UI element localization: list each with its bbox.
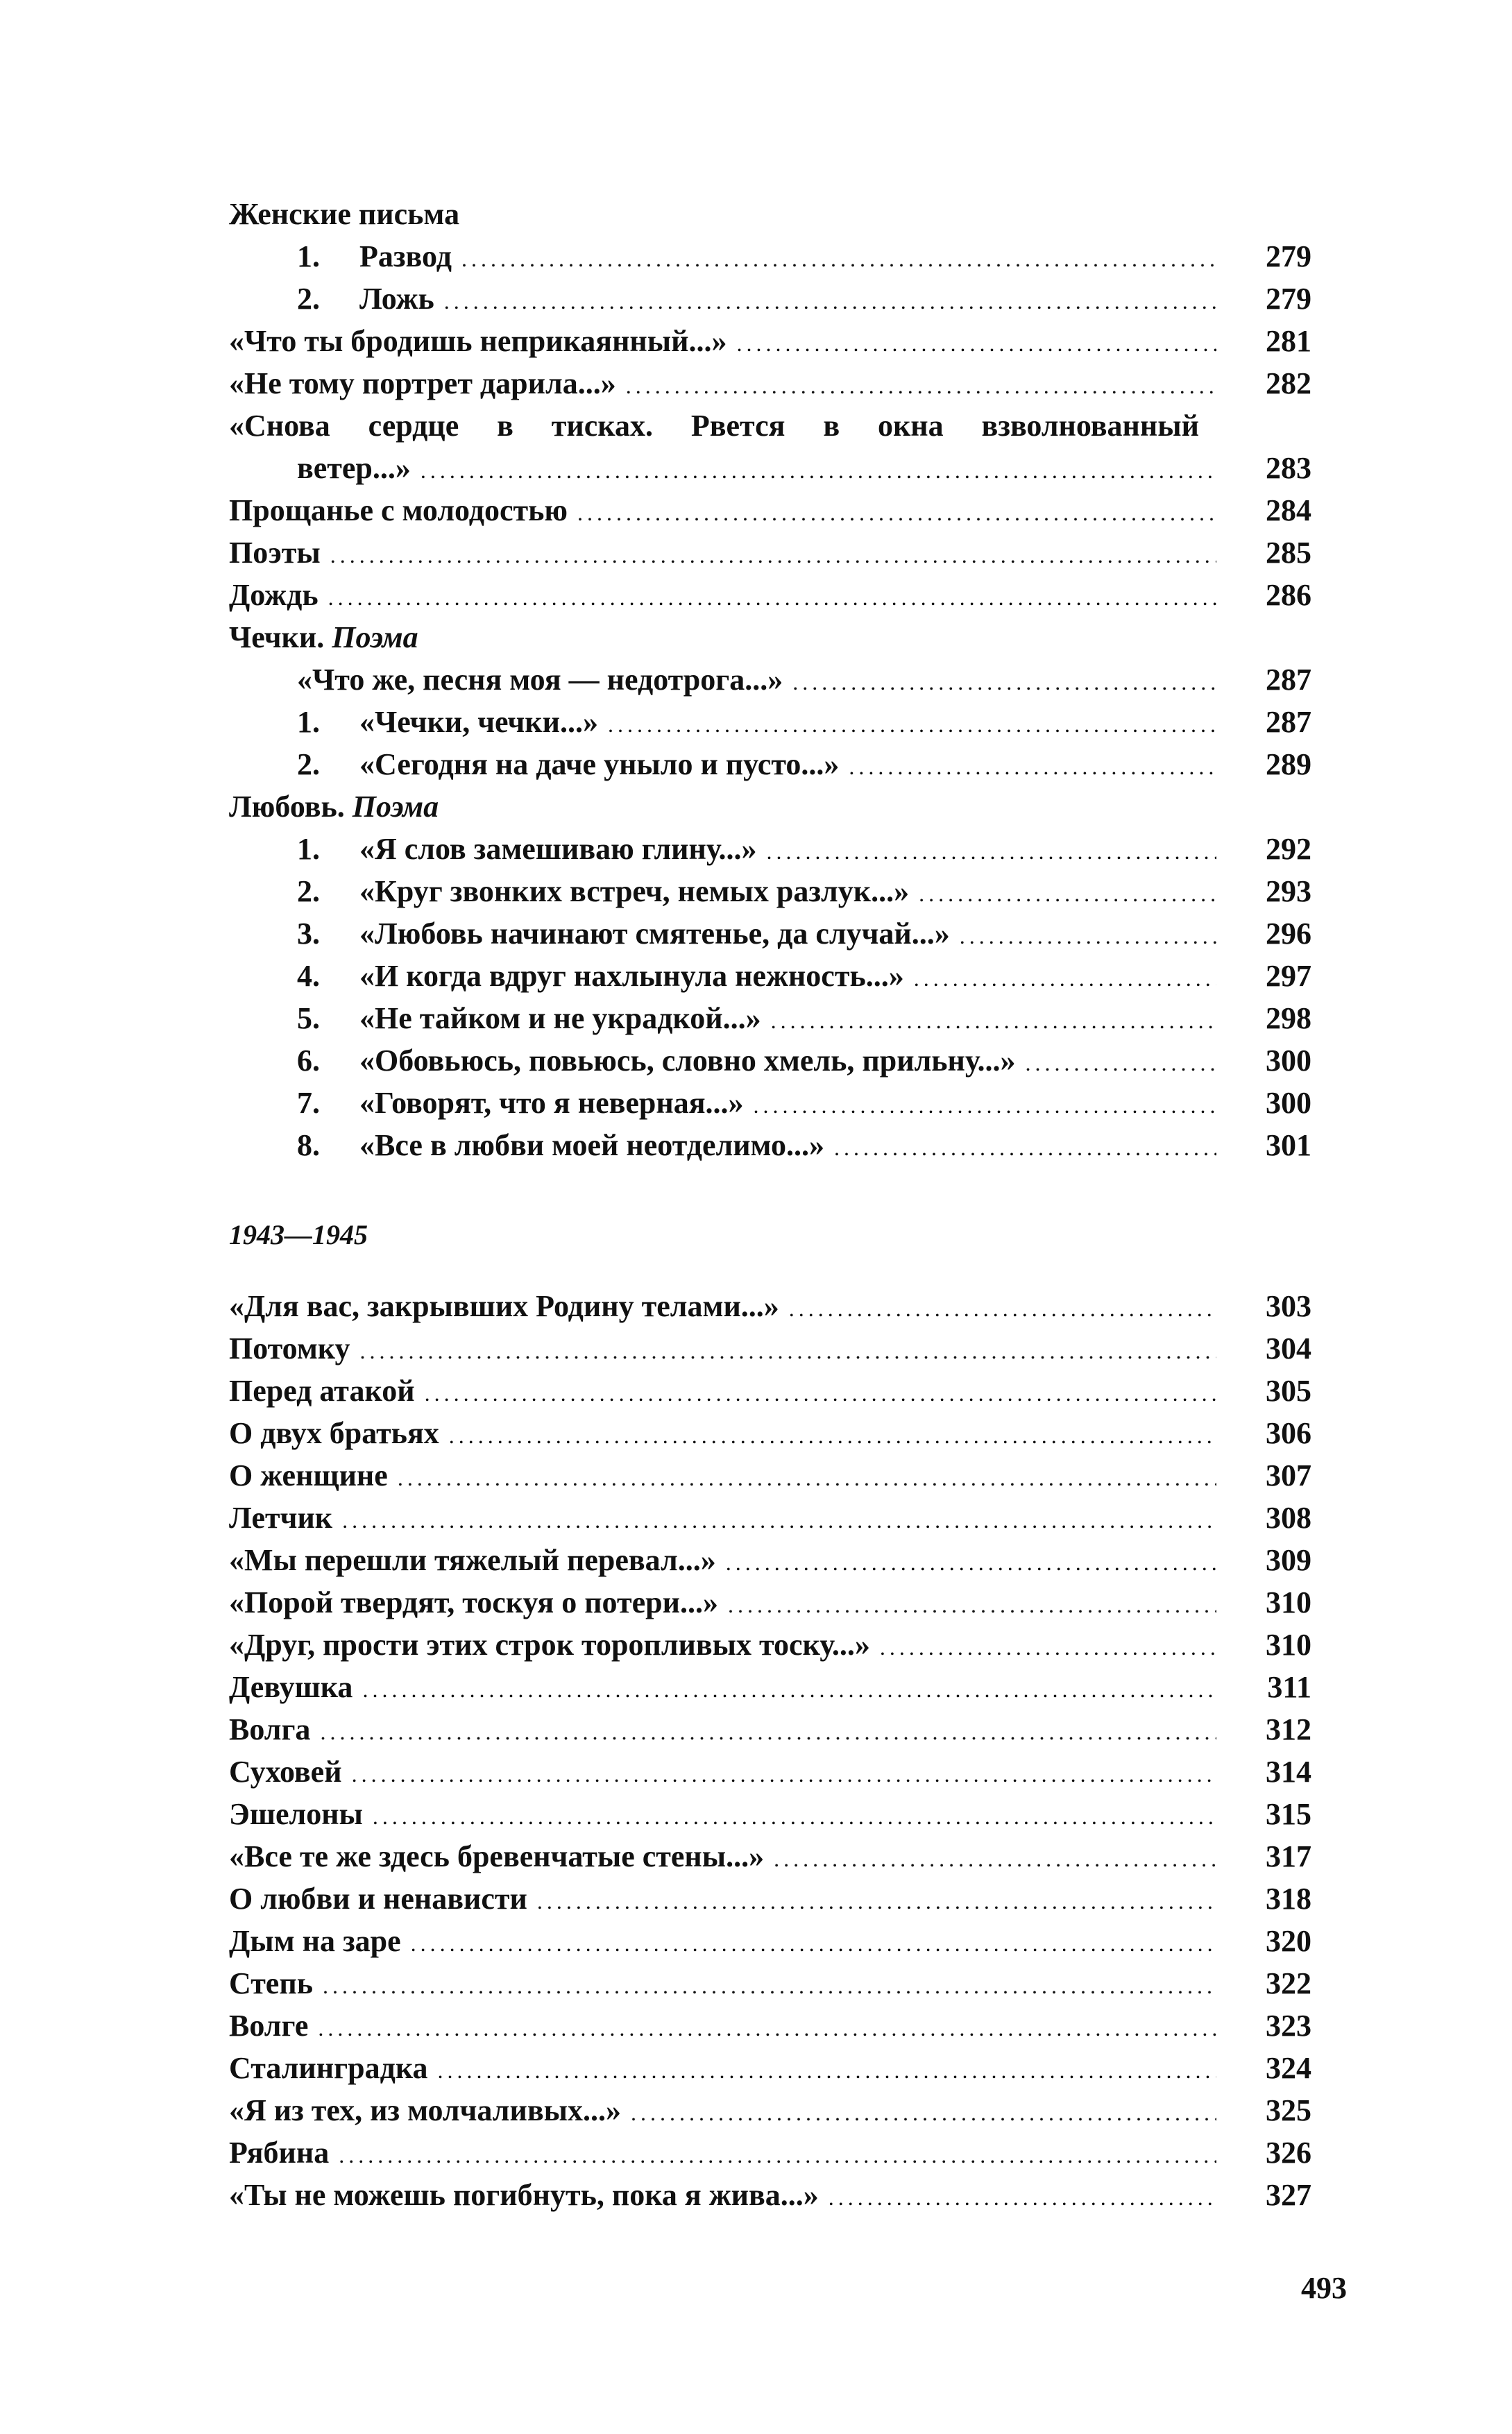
entry-page: 309 (1266, 1543, 1311, 1577)
toc-entry (229, 912, 1311, 955)
entry-title: «Порой твердят, тоскуя о потери...» (229, 1585, 718, 1619)
entry-page: 283 (1266, 451, 1311, 485)
entry-title: Летчик (229, 1501, 333, 1535)
toc-entry (229, 278, 1311, 320)
entry-title: «Все в любви моей неотделимо...» (359, 1128, 824, 1162)
dot-leader (421, 450, 1216, 492)
entry-number: 6. (297, 1044, 320, 1078)
toc-heading-lyubov (229, 785, 1311, 828)
entry-title: Волге (229, 2009, 309, 2043)
toc-entry (229, 1962, 1311, 2005)
entry-title: «Друг, прости этих строк торопливых тоску...» (229, 1628, 870, 1662)
toc-entry (229, 1412, 1311, 1454)
dot-leader (736, 323, 1216, 365)
dot-leader (626, 365, 1216, 407)
dot-leader (766, 831, 1216, 873)
toc-entry (229, 997, 1311, 1039)
dot-leader (849, 746, 1216, 788)
toc-entry (229, 2005, 1311, 2047)
entry-title: «Любовь начинают смятенье, да случай...» (359, 917, 950, 951)
dot-leader (373, 1796, 1216, 1838)
entry-word: «Снова (229, 409, 330, 443)
dot-leader (829, 2177, 1216, 2219)
dot-leader (960, 915, 1216, 958)
dot-leader (537, 1880, 1216, 1923)
dot-leader (789, 1288, 1216, 1330)
entry-page: 320 (1266, 1924, 1311, 1958)
entry-title: О женщине (229, 1458, 388, 1492)
toc-entry (229, 531, 1311, 574)
entry-title: Развод (359, 239, 452, 273)
entry-title: «Я из тех, из молчаливых...» (229, 2093, 621, 2127)
dot-leader (792, 661, 1216, 704)
entry-title: Дождь (229, 578, 318, 612)
entry-word: тисках. (551, 409, 653, 443)
entry-page: 327 (1266, 2178, 1311, 2212)
entry-page: 322 (1266, 1966, 1311, 2000)
dot-leader (461, 238, 1216, 280)
dot-leader (577, 492, 1216, 534)
toc-entry (229, 1539, 1311, 1581)
entry-title: «Не тому портрет дарила...» (229, 366, 616, 400)
toc-entry (229, 1454, 1311, 1497)
dot-leader (631, 2092, 1216, 2134)
toc-entry (229, 870, 1311, 912)
toc-entry (229, 1793, 1311, 1835)
dot-leader (834, 1127, 1216, 1169)
toc-entry (229, 1082, 1311, 1124)
heading-subtitle: Поэма (352, 790, 439, 824)
entry-title: Дым на заре (229, 1924, 401, 1958)
entry-title: Суховей (229, 1755, 342, 1789)
toc-entry (229, 362, 1311, 405)
entry-number: 7. (297, 1086, 320, 1120)
entry-title: «Что же, песня моя — недотрога...» (297, 663, 783, 697)
dot-leader (1025, 1042, 1216, 1084)
entry-title: Волга (229, 1712, 311, 1746)
entry-page: 307 (1266, 1458, 1311, 1492)
entry-title: Потомку (229, 1331, 350, 1365)
entry-page: 279 (1266, 282, 1311, 316)
toc-entry (229, 1039, 1311, 1082)
entry-title: «Обовьюсь, повьюсь, словно хмель, прильну...» (359, 1044, 1016, 1078)
entry-word: в (823, 409, 840, 443)
dot-leader (880, 1626, 1216, 1669)
entry-page: 306 (1266, 1416, 1311, 1450)
dot-leader (320, 1711, 1216, 1753)
entry-title: О двух братьях (229, 1416, 439, 1450)
entry-title: Рябина (229, 2136, 330, 2170)
entry-title: «Что ты бродишь неприкаянный...» (229, 324, 727, 358)
toc-entry (229, 235, 1311, 278)
entry-page: 293 (1266, 874, 1311, 908)
entry-number: 2. (297, 747, 320, 781)
entry-page: 298 (1266, 1001, 1311, 1035)
dot-leader (608, 704, 1216, 746)
entry-page: 317 (1266, 1839, 1311, 1873)
entry-page: 300 (1266, 1044, 1311, 1078)
toc-entry (229, 1497, 1311, 1539)
dot-leader (914, 958, 1216, 1000)
toc-entry (229, 743, 1311, 785)
entry-title: «Не тайком и не украдкой...» (359, 1001, 761, 1035)
dot-leader (726, 1542, 1216, 1584)
dot-leader (771, 1000, 1216, 1042)
entry-page: 310 (1266, 1585, 1311, 1619)
toc-entry (229, 1327, 1311, 1370)
entry-page: 289 (1266, 747, 1311, 781)
dot-leader (318, 2007, 1216, 2050)
entry-number: 1. (297, 239, 320, 273)
toc-entry (229, 1920, 1311, 1962)
entry-page: 296 (1266, 917, 1311, 951)
entry-page: 292 (1266, 832, 1311, 866)
dot-leader (754, 1084, 1216, 1127)
entry-page: 323 (1266, 2009, 1311, 2043)
entry-number: 8. (297, 1128, 320, 1162)
entry-page: 318 (1266, 1882, 1311, 1916)
entry-page: 300 (1266, 1086, 1311, 1120)
toc-entry (229, 1666, 1311, 1708)
entry-title: «Мы перешли тяжелый перевал...» (229, 1543, 716, 1577)
toc-entry (229, 1285, 1311, 1327)
dot-leader (342, 1499, 1216, 1542)
toc-entry-continuation (229, 447, 1311, 489)
entry-title: «И когда вдруг нахлынула нежность...» (359, 959, 904, 993)
dot-leader (919, 873, 1216, 915)
dot-leader (323, 1965, 1216, 2007)
toc-entry (229, 1124, 1311, 1166)
toc-entry (229, 2089, 1311, 2131)
entry-word: сердце (368, 409, 459, 443)
entry-title: Прощанье с молодостью (229, 493, 568, 527)
entry-page: 325 (1266, 2093, 1311, 2127)
dot-leader (398, 1457, 1216, 1499)
toc-entry (229, 1581, 1311, 1624)
toc-entry (229, 2047, 1311, 2089)
toc-entry (229, 1708, 1311, 1751)
entry-page: 287 (1266, 705, 1311, 739)
entry-title: Перед атакой (229, 1374, 415, 1408)
entry-page: 297 (1266, 959, 1311, 993)
entry-number: 2. (297, 874, 320, 908)
toc-entry (229, 320, 1311, 362)
dot-leader (330, 534, 1216, 577)
entry-title: «Говорят, что я неверная...» (359, 1086, 744, 1120)
toc-entry (229, 2174, 1311, 2216)
entry-title: «Круг звонких встреч, немых разлук...» (359, 874, 910, 908)
entry-number: 5. (297, 1001, 320, 1035)
entry-title: Ложь (359, 282, 434, 316)
entry-page: 324 (1266, 2051, 1311, 2085)
toc-block-2 (229, 1285, 1311, 2216)
dot-leader (411, 1923, 1216, 1965)
entry-title: «Чечки, чечки...» (359, 705, 599, 739)
toc-heading-women-letters: Женские письма (229, 197, 460, 231)
entry-page: 301 (1266, 1128, 1311, 1162)
entry-page: 310 (1266, 1628, 1311, 1662)
toc-entry (229, 1878, 1311, 1920)
toc-entry (229, 1835, 1311, 1878)
entry-word: в (497, 409, 513, 443)
entry-page: 315 (1266, 1797, 1311, 1831)
dot-leader (728, 1584, 1216, 1626)
toc-entry (229, 574, 1311, 616)
dot-leader (362, 1669, 1216, 1711)
entry-page: 303 (1266, 1289, 1311, 1323)
entry-word: окна (877, 409, 944, 443)
entry-title: Девушка (229, 1670, 353, 1704)
dot-leader (339, 2134, 1216, 2177)
entry-title: Сталинградка (229, 2051, 428, 2085)
entry-page: 285 (1266, 536, 1311, 570)
toc-entry (229, 828, 1311, 870)
entry-number: 4. (297, 959, 320, 993)
entry-page: 326 (1266, 2136, 1311, 2170)
toc-heading-chechki (229, 616, 1311, 658)
entry-page: 312 (1266, 1712, 1311, 1746)
entry-title: ветер...» (297, 451, 411, 485)
entry-page: 308 (1266, 1501, 1311, 1535)
entry-title: «Я слов замешиваю глину...» (359, 832, 757, 866)
dot-leader (774, 1838, 1216, 1880)
entry-page: 287 (1266, 663, 1311, 697)
toc-entry (229, 489, 1311, 531)
entry-word: Рвется (690, 409, 785, 443)
dot-leader (352, 1753, 1216, 1796)
entry-title: «Сегодня на даче уныло и пусто...» (359, 747, 840, 781)
heading-title: Чечки. (229, 620, 325, 654)
entry-number: 3. (297, 917, 320, 951)
toc-entry (229, 955, 1311, 997)
section-title: 1943—1945 (229, 1219, 368, 1250)
entry-title: О любви и ненависти (229, 1882, 527, 1916)
entry-number: 1. (297, 832, 320, 866)
entry-number: 1. (297, 705, 320, 739)
entry-page: 314 (1266, 1755, 1311, 1789)
dot-leader (449, 1415, 1216, 1457)
toc-entry-wrapped-line (229, 405, 1199, 447)
entry-title: Степь (229, 1966, 313, 2000)
entry-page: 284 (1266, 493, 1311, 527)
toc-entry (229, 1624, 1311, 1666)
dot-leader (425, 1372, 1216, 1415)
toc-entry (229, 701, 1311, 743)
entry-word: взволнованный (981, 409, 1199, 443)
entry-title: «Все те же здесь бревенчатые стены...» (229, 1839, 765, 1873)
entry-page: 304 (1266, 1331, 1311, 1365)
entry-page: 282 (1266, 366, 1311, 400)
entry-title: «Ты не можешь погибнуть, пока я жива...» (229, 2178, 819, 2212)
dot-leader (438, 2050, 1216, 2092)
toc-block-1 (229, 193, 1311, 1166)
dot-leader (360, 1330, 1216, 1372)
entry-title: Поэты (229, 536, 321, 570)
entry-number: 2. (297, 282, 320, 316)
toc-entry (229, 658, 1311, 701)
toc-entry (229, 1751, 1311, 1793)
entry-page: 279 (1266, 239, 1311, 273)
entry-page: 281 (1266, 324, 1311, 358)
entry-title: Эшелоны (229, 1797, 363, 1831)
heading-title: Любовь. (229, 790, 345, 824)
dot-leader (328, 577, 1216, 619)
toc-entry (229, 2131, 1311, 2174)
toc-entry (229, 1370, 1311, 1412)
entry-page: 311 (1267, 1670, 1311, 1704)
heading-subtitle: Поэма (332, 620, 418, 654)
entry-title: «Для вас, закрывших Родину телами...» (229, 1289, 779, 1323)
page-number: 493 (1301, 2271, 1347, 2305)
dot-leader (444, 280, 1216, 323)
entry-page: 286 (1266, 578, 1311, 612)
entry-page: 305 (1266, 1374, 1311, 1408)
